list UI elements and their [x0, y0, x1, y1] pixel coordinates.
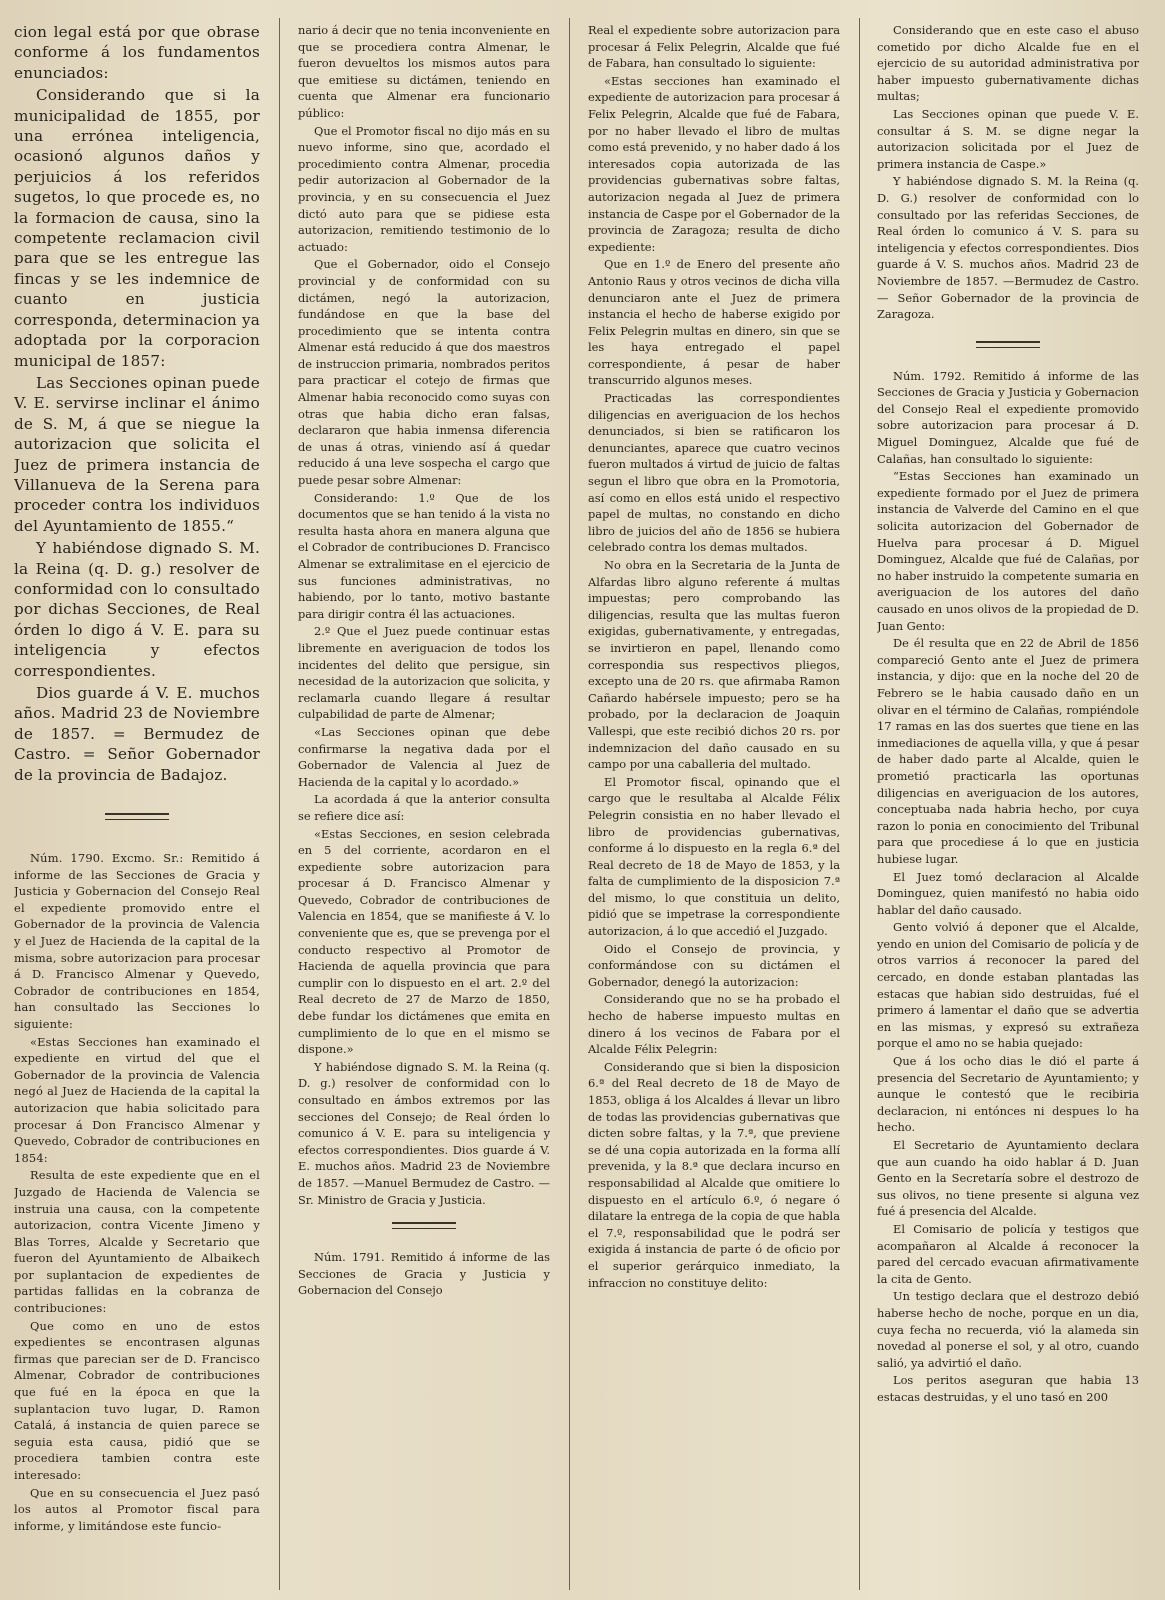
paragraph: Oido el Consejo de provincia, y conformándose con su dictámen el Gobernador, denegó la autorizacion: [588, 941, 840, 989]
paragraph: Considerando que no se ha probado el hecho de haberse impuesto multas en dinero á los vecinos de Fabara por el Alcalde Félix Pelegrin: [588, 992, 840, 1057]
paragraph: Que á los ocho dias le dió el parte á presencia del Secretario de Ayuntamiento; y aunque le contestó que le recibiria declaracion, ni entónces ni despues lo ha hecho. [877, 1054, 1139, 1135]
paragraph: Considerando que en este caso el abuso cometido por dicho Alcalde fue en el ejercicio de su autoridad administrativa por haber impuesto gubernativamente dichas multas; [877, 23, 1139, 104]
column-1 [14, 22, 260, 1594]
signature-paragraph: Y habiéndose dignado S. M. la Reina (q. D. G.) resolver de conformidad con lo consultado por las referidas Secciones, de Real órden lo comunico á V. S. para su inteligencia y efectos correspondientes. Dios guarde á V. S. muchos años. Madrid 23 de Noviembre de 1857. —Bermudez de Castro. — Señor Gobernador de la provincia de Zaragoza. [877, 174, 1139, 322]
article-heading: Núm. 1791. Remitido á informe de las Secciones de Gracia y Justicia y Gobernacion del Consejo [298, 1250, 550, 1298]
paragraph: Considerando: 1.º Que de los documentos que se han tenido á la vista no resulta hasta ahora en manera alguna que el Cobrador de contribuciones D. Francisco Almenar se extralimitase en el ejercicio de sus funciones administrativas, no habiendo, por lo tanto, motivo bastante para dirigir contra él las actuaciones. [298, 490, 550, 621]
paragraph: «Las Secciones opinan que debe confirmarse la negativa dada por el Gobernador de Valencia al Juez de Hacienda de la capital y lo acordado.» [298, 724, 550, 789]
signature-paragraph: Y habiéndose dignado S. M. la Reina (q. D. g.) resolver de conformidad con lo consultado en ámbos extremos por las secciones del Consejo; de Real órden lo comunico á V. E. para su inteligencia y efectos correspondientes. Dios guarde á V. E. muchos años. Madrid 23 de Noviembre de 1857. —Manuel Bermudez de Castro. —Sr. Ministro de Gracia y Justicia. [298, 1059, 550, 1207]
paragraph: Considerando que si bien la disposicion 6.ª del Real decreto de 18 de Mayo de 1853, obliga á los Alcaldes á llevar un libro de todas las providencias gubernativas que dicten sobre faltas, y la 7.ª, que previene se dé una copia autorizada en la forma allí prevenida, y la 8.ª que declara incurso en responsabilidad al Alcalde que omitiere lo dispuesto en el artículo 6.º, ó negare ó dilatare la entrega de la copia de que habla el 7.º, responsabilidad que le podrá ser exigida á instancia de parte ó de oficio por el superior gerárquico inmediato, la infraccion no constituye delito: [588, 1059, 840, 1290]
article-1790 [14, 850, 260, 1534]
paragraph: Un testigo declara que el destrozo debió haberse hecho de noche, porque en un dia, cuya fecha no recuerda, vió la alameda sin novedad al ponerse el sol, y al otro, cuando salió, ya advirtió el daño. [877, 1289, 1139, 1370]
column-4 [877, 22, 1139, 1594]
section-divider [976, 341, 1040, 348]
paragraph: Que el Promotor fiscal no dijo más en su nuevo informe, sino que, acordado el procedimiento contra Almenar, procedia pedir autorizacion al Gobernador de la provincia, y en su consecuencia el Juez dictó auto para que se pidiese esta autorizacion, remitiendo testimonio de lo actuado: [298, 123, 550, 254]
paragraph: cion legal está por que obrase conforme á los fundamentos enunciados: [14, 23, 260, 82]
paragraph: Que el Gobernador, oido el Consejo provincial y de conformidad con su dictámen, negó la autorizacion, fundándose en que la base del procedimiento que se intenta contra Almenar está reducido á que dos maestros de instruccion primaria, nombrados peritos para practicar el cotejo de firmas que Almenar habia reconocido como suyas con otras que habia dicho eran falsas, declararon que habia inmensa diferencia de unas á otras, viniendo así á quedar reducido á una leve sospecha el cargo que puede pesar sobre Almenar: [298, 257, 550, 488]
paragraph: De él resulta que en 22 de Abril de 1856 compareció Gento ante el Juez de primera instancia, y dijo: que en la noche del 20 de Febrero se le habia causado daño en un olivar en el término de Calañas, rompiéndole 17 ramas en las dos suertes que tiene en las inmediaciones de aquella villa, y que á pesar de haber dado parte al Alcalde, quien le prometió practicarla las oportunas diligencias en averiguacion de los autores, conceptuaba nada habria hecho, por cuya razon lo ponia en conocimiento del Tribunal para que procediese á lo que en justicia hubiese lugar. [877, 636, 1139, 866]
paragraph: El Secretario de Ayuntamiento declara que aun cuando ha oido hablar á D. Juan Gento en la Secretaría sobre el destrozo de sus olivos, no tiene presente si alguna vez fué á presencia del Alcalde. [877, 1138, 1139, 1219]
article-heading: Núm. 1790. Excmo. Sr.: Remitido á informe de las Secciones de Gracia y Justicia y Gobernacion del Consejo Real el expediente promovido entre el Gobernador de la provincia de Valencia y el Juez de Hacienda de la capital de la misma, sobre autorizacion para procesar á D. Francisco Almenar y Quevedo, Cobrador de contribuciones en 1854, han consultado las Secciones lo siguiente: [14, 851, 260, 1031]
paragraph: Resulta de este expediente que en el Juzgado de Hacienda de Valencia se instruia una causa, con la competente autorizacion, contra Vicente Jimeno y Blas Torres, Alcalde y Secretario que fueron del Ayuntamiento de Albaikech por suplantacion de expedientes de partidas fallidas en la cobranza de contribuciones: [14, 1168, 260, 1316]
column-rule [569, 18, 570, 1590]
paragraph: No obra en la Secretaria de la Junta de Alfardas libro alguno referente á multas impuestas; pero comprobando las diligencias, resulta que las multas fueron exigidas, gubernativamente, y entregadas, se invirtieron en papel, llenando como correspondia sus respectivos pliegos, excepto una de 20 rs. que afirmaba Ramon Cañardo habérsele impuesto; pero se ha probado, por la declaracion de Joaquin Vallespi, que este recibió dichos 20 rs. por indemnizacion del daño causado en su campo por una caballeria del multado. [588, 558, 840, 772]
paragraph: Y habiéndose dignado S. M. la Reina (q. D. g.) resolver de conformidad con lo consultado por dichas Secciones, de Real órden lo digo á V. E. para su inteligencia y efectos correspondientes. [14, 539, 260, 680]
paragraph: 2.º Que el Juez puede continuar estas libremente en averiguacion de todos los incidentes del delito que persigue, sin necesidad de la autorizacion que solicita, y reclamarla cuando llegare á resultar culpabilidad de parte de Almenar; [298, 624, 550, 722]
section-divider [392, 1222, 456, 1229]
column-rule [279, 18, 280, 1590]
paragraph: Real el expediente sobre autorizacion para procesar á Felix Pelegrin, Alcalde que fué de Fabara, han consultado lo siguiente: [588, 23, 840, 71]
column-3 [588, 22, 840, 1594]
paragraph: El Promotor fiscal, opinando que el cargo que le resultaba al Alcalde Félix Pelegrin consistia en no haber llevado el libro de providencias gubernativas, conforme á lo dispuesto en la regla 6.ª del Real decreto de 18 de Mayo de 1853, y la falta de cumplimiento de la disposicion 7.ª del mismo, lo que constituia un delito, pidió que se impetrase la correspondiente autorizacion, á lo que accedió el Juzgado. [588, 774, 840, 939]
paragraph: Que en su consecuencia el Juez pasó los autos al Promotor fiscal para informe, y limitándose este funcio- [14, 1485, 260, 1533]
paragraph: «Estas Secciones, en sesion celebrada en 5 del corriente, acordaron en el expediente sobre autorizacion para procesar á D. Francisco Almenar y Quevedo, Cobrador de contribuciones de Valencia en 1854, que se manifieste á V. lo conveniente que es, que se prevenga por el conducto respectivo al Promotor de Hacienda de aquella provincia que para cumplir con lo dispuesto en el art. 2.º del Real decreto de 27 de Marzo de 1850, debe fundar los dictámenes que emita en cumplimiento de lo que en el mismo se dispone.» [298, 826, 550, 1057]
paragraph: Que en 1.º de Enero del presente año Antonio Raus y otros vecinos de dicha villa denunciaron ante el Juez de primera instancia el hecho de haberse exigido por Felix Pelegrin multas en dinero, sin que se les haya entregado el papel correspondiente, á pesar de haber transcurrido algunos meses. [588, 257, 840, 388]
paragraph: El Juez tomó declaracion al Alcalde Dominguez, quien manifestó no habia oido hablar del daño causado. [877, 869, 1139, 917]
section-divider [105, 813, 169, 820]
column-rule [859, 18, 860, 1590]
paragraph: La acordada á que la anterior consulta se refiere dice así: [298, 792, 550, 823]
paragraph: Gento volvió á deponer que el Alcalde, yendo en union del Comisario de policía y de otros varrios á reconocer la pared del cercado, en donde estaban plantadas las estacas que habian sido destruidas, fué el primero á lamentar el daño que se advertia en las mismas, y expresó su extrañeza porque el amo no se habia quejado: [877, 920, 1139, 1051]
signature-paragraph: Dios guarde á V. E. muchos años. Madrid 23 de Noviembre de 1857. = Bermudez de Castro. = Señor Gobernador de la provincia de Badajoz. [14, 684, 260, 784]
paragraph: Los peritos aseguran que habia 13 estacas destruidas, y el uno tasó en 200 [877, 1373, 1139, 1404]
paragraph: Considerando que si la municipalidad de 1855, por una errónea inteligencia, ocasionó algunos daños y perjuicios á los referidos sugetos, lo que procede es, no la formacion de causa, sino la competente reclamacion civil para que se les entregue las fincas y se les indemnice de cuanto en justicia corresponda, determinacion ya adoptada por la corporacion municipal de 1857: [14, 86, 260, 370]
article-heading: Núm. 1792. Remitido á informe de las Secciones de Gracia y Justicia y Gobernacion del Consejo Real el expediente promovido sobre autorizacion para procesar á D. Miguel Dominguez, Alcalde que fué de Calañas, han consultado lo siguiente: [877, 368, 1139, 466]
paragraph: «Estas Secciones han examinado el expediente en virtud del que el Gobernador de la provincia de Valencia negó al Juez de Hacienda de la capital la autorizacion que habia solicitado para procesar á Don Francisco Almenar y Quevedo, Cobrador de contribuciones en 1854: [14, 1034, 260, 1165]
paragraph: Que como en uno de estos expedientes se encontrasen algunas firmas que parecian ser de D. Francisco Almenar, Cobrador de contribuciones que fué en la época en que la suplantacion tuvo lugar, D. Ramon Catalá, á instancia de quien parece se seguia esta causa, pidió que se procediera tambien contra este interesado: [14, 1318, 260, 1482]
paragraph: Las Secciones opinan puede V. E. servirse inclinar el ánimo de S. M, á que se niegue la autorizacion que solicita el Juez de primera instancia de Villanueva de la Serena para proceder contra los individuos del Ayuntamiento de 1855.“ [14, 373, 260, 535]
paragraph: Las Secciones opinan que puede V. E. consultar á S. M. se digne negar la autorizacion solicitada por el Juez de primera instancia de Caspe.» [877, 106, 1139, 171]
column-2 [298, 22, 550, 1594]
paragraph: “Estas Secciones han examinado un expediente formado por el Juez de primera instancia de Valverde del Camino en el que solicita autorizacion del Gobernador de Huelva para procesar á D. Miguel Dominguez, Alcalde que fué de Calañas, por no haber instruido la competente sumaria en averiguacion de los autores del daño causado en unos olivos de la propiedad de D. Juan Gento: [877, 469, 1139, 633]
paragraph: Practicadas las correspondientes diligencias en averiguacion de los hechos denunciados, si bien se ratificaron los denunciantes, aparece que cuatro vecinos fueron multados á virtud de juicio de faltas segun el libro que obra en la Promotoria, así como en ellos está unido el respectivo papel de multas, no constando en dicho libro de juicios del año de 1856 se hubiera celebrado contra los demas multados. [588, 391, 840, 555]
paragraph: «Estas secciones han examinado el expediente de autorizacion para procesar á Felix Pelegrin, Alcalde que fué de Fabara, por no haber llevado el libro de multas como está prevenido, y no haber dado á los interesados copia autorizada de las providencias gubernativas sobre faltas, autorizacion negada al Juez de primera instancia de Caspe por el Gobernador de la provincia de Zaragoza; resulta de dicho expediente: [588, 73, 840, 254]
paragraph: El Comisario de policía y testigos que acompañaron al Alcalde á reconocer la pared del cercado evacuan afirmativamente la cita de Gento. [877, 1221, 1139, 1286]
paragraph: nario á decir que no tenia inconveniente en que se procediera contra Almenar, le fueron devueltos los mismos autos para que emitiese su dictámen, teniendo en cuenta que Almenar era funcionario público: [298, 23, 550, 120]
